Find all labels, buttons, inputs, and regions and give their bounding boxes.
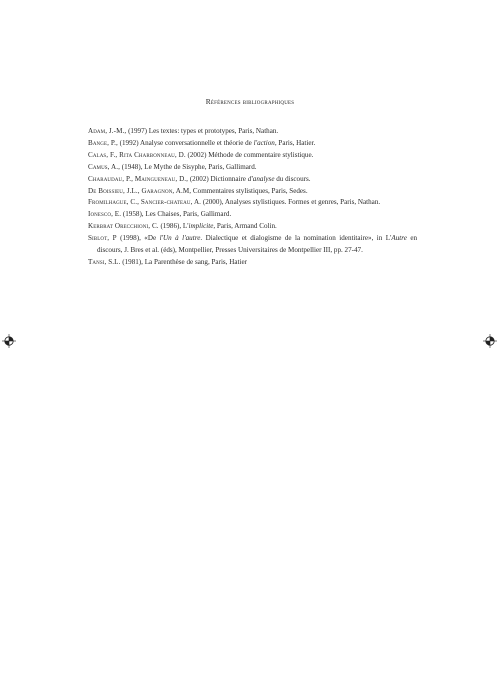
reference-text: Commentaires stylistiques, Paris, Sedes. [191, 186, 308, 195]
reference-text: (2002) Méthode de commentaire stylistique. [185, 150, 314, 159]
reference-text: (1958), Les Chaises, Paris, Gallimard. [121, 210, 232, 219]
reference-item [88, 209, 417, 221]
reference-item [88, 257, 417, 269]
reference-author: Tansi, S.L. [88, 257, 121, 266]
reference-text: (1986), L' [158, 222, 189, 231]
reference-author: Calas, F., Rita Charbonneau, D. [88, 150, 186, 159]
reference-text: (1998), «De [116, 234, 160, 243]
reference-author: De Boissieu, J.L., Garagnon, A.M, [88, 186, 192, 195]
reference-item [88, 186, 417, 198]
reference-text: (2002) Dictionnaire [188, 174, 248, 183]
reference-text-middle: . Dialectique et dialogisme de la nomination identitaire», in L' [200, 234, 392, 243]
reference-text: (1948), Le Mythe de Sisyphe, Paris, Gallimard. [120, 162, 257, 171]
reference-item [88, 174, 417, 186]
reference-text: (1992) Analyse conversationnelle et théorie de [117, 138, 254, 147]
reference-author: Camus, A., [88, 162, 121, 171]
reference-item [88, 233, 417, 257]
reference-text: (2000), Analyses stylistiques. Formes et genres, Paris, Nathan. [201, 198, 381, 207]
reference-item [88, 197, 417, 209]
reference-italic-text: d'analyse [247, 174, 275, 183]
reference-text-tail: , Paris, Armand Colin. [213, 222, 277, 231]
reference-item [88, 138, 417, 150]
reference-text-tail: en discours, J. Bres et al. (éds), Montpellier, Presses Universitaires de Montpellier III, pp. 27-47. [97, 234, 418, 255]
reference-italic-text-2: Autre [391, 234, 407, 243]
reference-text: (1997) Les textes: types et prototypes, Paris, Nathan. [126, 127, 279, 135]
reference-author: Charaudau, P., Maingueneau, D., [88, 174, 189, 183]
reference-italic-text: implicite [188, 222, 214, 231]
reference-italic-text: l'Un à l'autre [159, 234, 201, 243]
reference-item [88, 150, 417, 162]
reference-text: (1981), La Parenthèse de sang, Paris, Hatier [120, 257, 247, 266]
registration-mark-icon [483, 334, 497, 348]
page-title: Références bibliographiques [205, 97, 295, 106]
reference-text-tail: , Paris, Hatier. [274, 138, 316, 147]
reference-italic-text: l'action [253, 138, 275, 147]
reference-item [88, 162, 417, 174]
reference-author: Kerbrat Orecchioni, C. [88, 222, 159, 231]
reference-author: Bange, P., [88, 138, 118, 147]
reference-list [88, 126, 417, 269]
reference-author: Siblot, P [88, 234, 117, 243]
reference-item [88, 221, 417, 233]
reference-author: Ionesco, E. [88, 210, 122, 219]
reference-author: Fromilhague, C., Sancier-chateau, A. [88, 198, 202, 207]
reference-text-tail: du discours. [274, 174, 311, 183]
registration-mark-icon [2, 334, 16, 348]
reference-item [88, 126, 417, 138]
reference-author: Adam, J.-M., [88, 127, 127, 135]
